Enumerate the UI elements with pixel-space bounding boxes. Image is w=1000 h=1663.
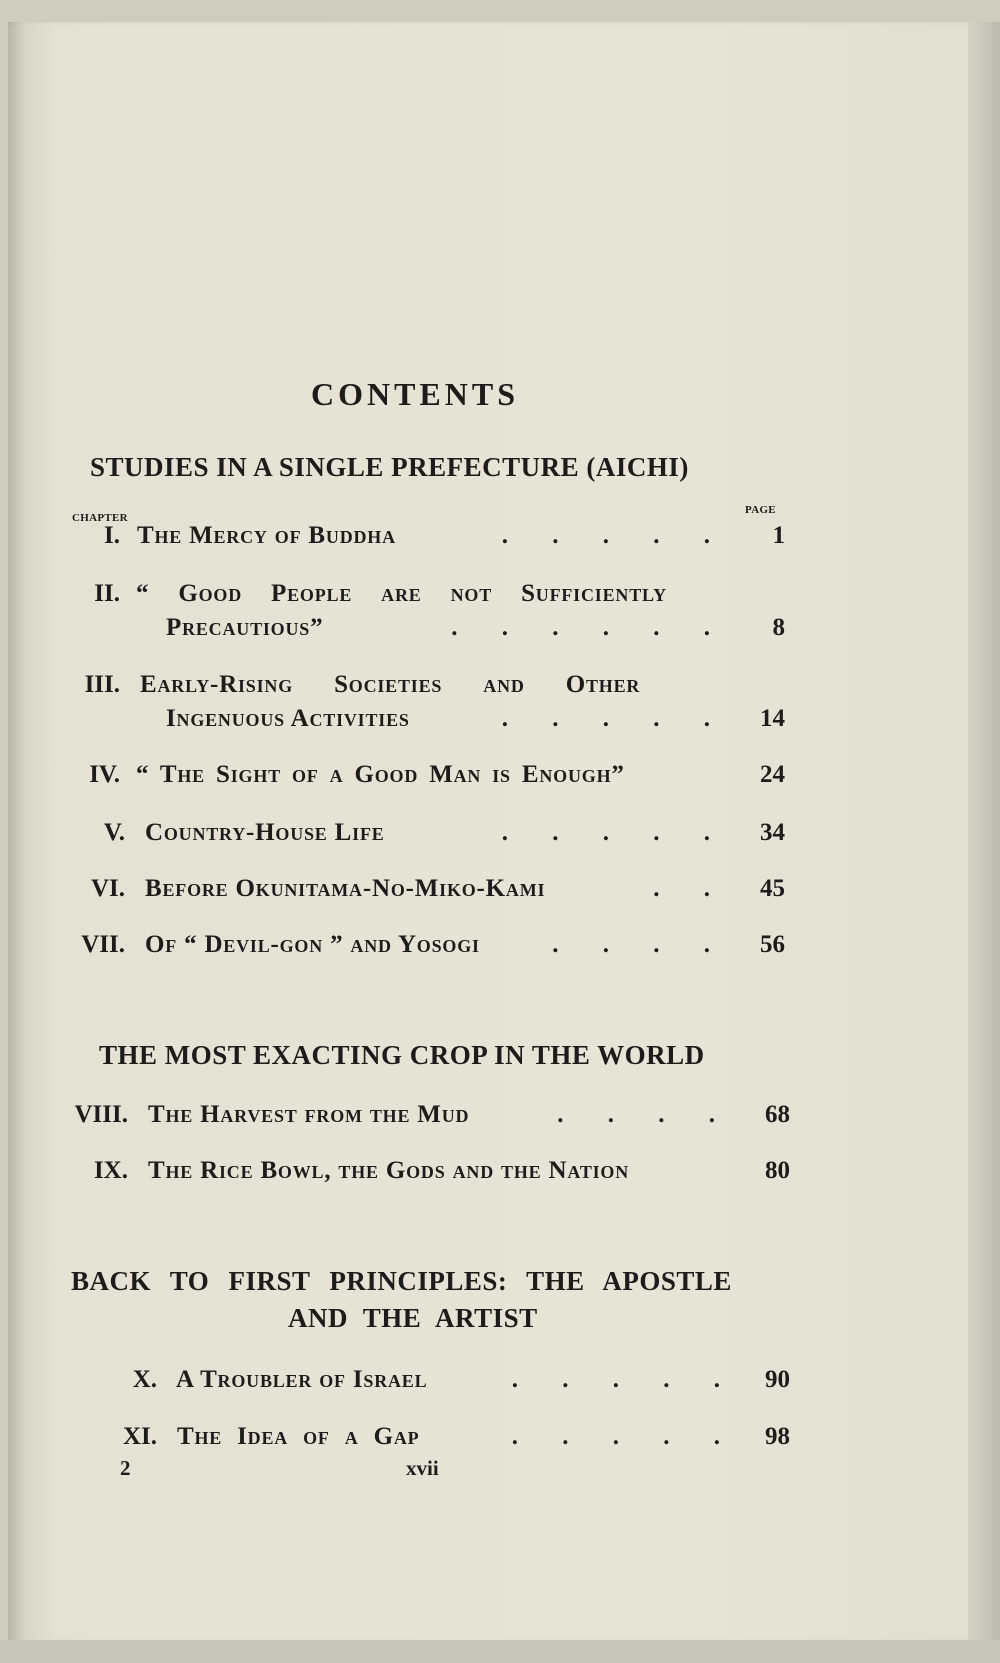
chapter-numeral: V. [103,819,125,846]
section-heading: BACK TO FIRST PRINCIPLES: THE APOSTLE [71,1266,732,1296]
chapter-numeral: VIII. [74,1101,128,1128]
dot-leader: . . . . . [511,1366,720,1393]
chapter-title: Of “ Devil-gon ” and Yosogi [145,931,480,958]
chapter-numeral: IV. [89,761,120,788]
page-number: 80 [765,1157,790,1184]
page-column-label: PAGE [745,504,776,516]
dot-leader: . . . . . . [451,614,710,641]
page-number: 8 [772,614,785,641]
toc-entry [0,1101,1000,1135]
chapter-title: Country-House Life [145,819,385,846]
page-title: CONTENTS [310,376,520,412]
chapter-title: Before Okunitama-No-Miko-Kami [145,875,546,902]
chapter-numeral: III. [84,671,120,698]
signature-mark: 2 [120,1456,131,1480]
page-number: 68 [765,1101,790,1128]
page-number: 90 [765,1366,790,1393]
chapter-numeral: IX. [93,1157,128,1184]
page-edge-bottom [0,1640,1000,1663]
page-number: 98 [765,1423,790,1450]
dot-leader: . . [653,875,710,902]
chapter-column-label: CHAPTER [72,512,128,524]
dot-leader: . . . . [552,931,710,958]
toc-entry [0,1157,1000,1191]
page-number: 34 [760,819,785,846]
page-number: 56 [760,931,785,958]
chapter-title: The Idea of a Gap [177,1423,420,1450]
chapter-title-continued: Ingenuous Activities [166,705,410,732]
chapter-title-continued: Precautious” [166,614,324,641]
dot-leader: . . . . . [511,1423,720,1450]
chapter-title: The Mercy of Buddha [137,522,396,549]
toc-entry [0,761,1000,795]
page-number: 1 [772,522,785,549]
chapter-numeral: XI. [122,1423,157,1450]
chapter-title: “ The Sight of a Good Man is Enough” [136,761,625,788]
toc-entry [0,931,1000,965]
chapter-numeral: II. [94,580,120,607]
dot-leader: . . . . [557,1101,715,1128]
chapter-title: “ Good People are not Sufficiently [136,580,667,607]
toc-entry [0,875,1000,909]
toc-entry-continuation [0,614,1000,648]
page-number: 45 [760,875,785,902]
chapter-numeral: I. [104,522,120,549]
chapter-title: Early-Rising Societies and Other [140,671,641,698]
dot-leader: . . . . . [501,819,710,846]
dot-leader: . . . . . [501,705,710,732]
page-number: 24 [760,761,785,788]
toc-entry [0,1423,1000,1457]
toc-entry [0,1366,1000,1400]
chapter-numeral: X. [132,1366,157,1393]
section-heading: THE MOST EXACTING CROP IN THE WORLD [99,1040,705,1070]
folio-page-number: xvii [406,1456,439,1480]
section-heading: STUDIES IN A SINGLE PREFECTURE (AICHI) [90,452,689,482]
chapter-numeral: VII. [81,931,125,958]
toc-entry-continuation [0,705,1000,739]
section-heading-continued: AND THE ARTIST [288,1303,538,1333]
toc-entry [0,522,1000,556]
toc-entry [0,580,1000,614]
toc-entry [0,819,1000,853]
dot-leader: . . . . . [501,522,710,549]
chapter-numeral: VI. [90,875,125,902]
chapter-title: The Rice Bowl, the Gods and the Nation [148,1157,630,1184]
toc-entry [0,671,1000,705]
chapter-title: A Troubler of Israel [176,1366,428,1393]
page-number: 14 [760,705,785,732]
chapter-title: The Harvest from the Mud [148,1101,470,1128]
